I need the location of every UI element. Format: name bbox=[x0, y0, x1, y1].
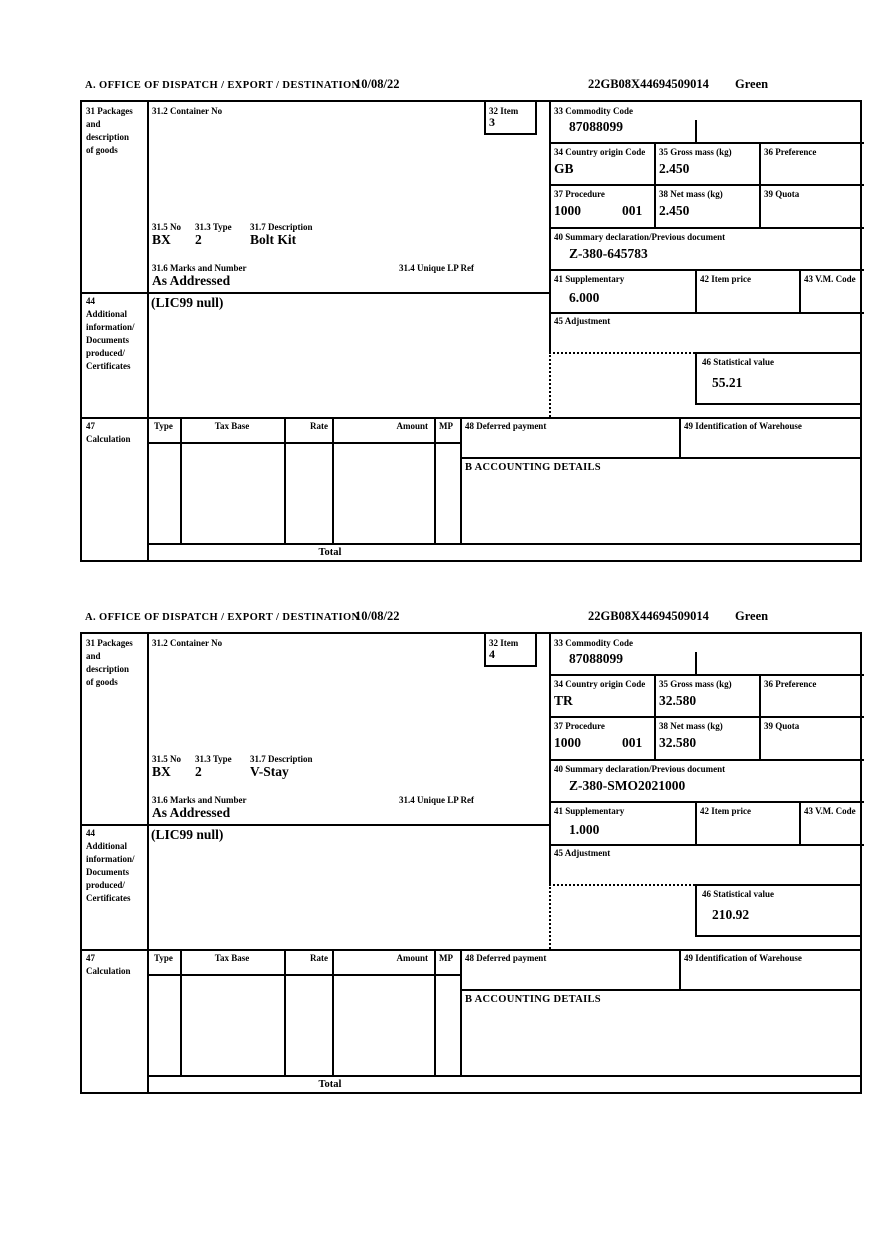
package-no-label: 31.5 No bbox=[152, 222, 181, 232]
previous-document-value: Z-380-SMO2021000 bbox=[569, 778, 686, 793]
procedure-value-1: 1000 bbox=[554, 203, 581, 218]
grid-line bbox=[147, 102, 149, 560]
box47-label: Calculation bbox=[86, 966, 131, 976]
container-no-label: 31.2 Container No bbox=[152, 106, 223, 116]
box44-label: Additional bbox=[86, 841, 128, 851]
grid-line bbox=[147, 974, 460, 976]
box31-label: of goods bbox=[86, 677, 118, 687]
statistical-value-label: 46 Statistical value bbox=[702, 357, 774, 367]
supplementary-label: 41 Supplementary bbox=[554, 806, 625, 816]
item-label: 32 Item bbox=[489, 106, 519, 116]
dotted-line bbox=[549, 352, 551, 417]
box44-label: 44 bbox=[86, 828, 95, 838]
amount-column-header: Amount bbox=[396, 421, 428, 431]
deferred-payment-label: 48 Deferred payment bbox=[465, 421, 547, 431]
box44-label: 44 bbox=[86, 296, 95, 306]
gross-mass-label: 35 Gross mass (kg) bbox=[659, 679, 732, 689]
item-price-label: 42 Item price bbox=[700, 806, 751, 816]
grid-line bbox=[284, 949, 286, 1075]
grid-line bbox=[549, 844, 864, 846]
grid-line bbox=[460, 457, 860, 459]
grid-line bbox=[549, 184, 864, 186]
total-label: Total bbox=[318, 547, 342, 558]
office-of-dispatch-label: A. OFFICE OF DISPATCH / EXPORT / DESTINATION bbox=[85, 80, 360, 91]
procedure-value-2: 001 bbox=[622, 203, 643, 218]
grid-line bbox=[759, 142, 761, 227]
supplementary-label: 41 Supplementary bbox=[554, 274, 625, 284]
box44-label: Documents bbox=[86, 335, 129, 345]
country-origin-value: GB bbox=[554, 161, 574, 176]
marks-numbers-value: As Addressed bbox=[152, 805, 231, 820]
box31-label: and bbox=[86, 119, 101, 129]
sad-copy bbox=[0, 606, 882, 1106]
preference-label: 36 Preference bbox=[764, 679, 817, 689]
grid-line bbox=[147, 543, 860, 545]
procedure-label: 37 Procedure bbox=[554, 721, 605, 731]
grid-line bbox=[549, 269, 864, 271]
box44-label: Documents bbox=[86, 867, 129, 877]
declaration-date: 10/08/22 bbox=[355, 77, 400, 91]
marks-number-label: 31.6 Marks and Number bbox=[152, 795, 247, 805]
goods-description-value: V-Stay bbox=[250, 764, 289, 779]
net-mass-value: 32.580 bbox=[659, 735, 697, 750]
grid-line bbox=[284, 417, 286, 543]
procedure-value-2: 001 bbox=[622, 735, 643, 750]
summary-declaration-label: 40 Summary declaration/Previous document bbox=[554, 764, 726, 774]
box31-label: 31 Packages bbox=[86, 638, 133, 648]
box47-label: 47 bbox=[86, 421, 95, 431]
sad-copy bbox=[0, 74, 882, 574]
routing-indicator: Green bbox=[735, 77, 769, 91]
warehouse-id-label: 49 Identification of Warehouse bbox=[684, 953, 802, 963]
movement-reference-number: 22GB08X44694509014 bbox=[588, 609, 709, 623]
box47-label: 47 bbox=[86, 953, 95, 963]
item-detail-grid bbox=[80, 632, 862, 1094]
commodity-code-divider bbox=[695, 120, 697, 142]
total-label: Total bbox=[318, 1079, 342, 1090]
additional-information-value: (LIC99 null) bbox=[151, 295, 224, 310]
grid-line bbox=[549, 674, 864, 676]
description-label: 31.7 Description bbox=[250, 754, 313, 764]
additional-information-value: (LIC99 null) bbox=[151, 827, 224, 842]
grid-line bbox=[434, 417, 436, 543]
gross-mass-value: 32.580 bbox=[659, 693, 697, 708]
box31-label: and bbox=[86, 651, 101, 661]
package-type-label: 31.3 Type bbox=[195, 222, 232, 232]
country-origin-label: 34 Country origin Code bbox=[554, 147, 646, 157]
commodity-code-label: 33 Commodity Code bbox=[554, 106, 633, 116]
vm-code-label: 43 V.M. Code bbox=[804, 806, 856, 816]
grid-line bbox=[434, 949, 436, 1075]
item-number-value: 4 bbox=[489, 647, 495, 661]
grid-line bbox=[147, 442, 460, 444]
commodity-code-value: 87088099 bbox=[569, 119, 623, 134]
grid-line bbox=[695, 269, 697, 312]
grid-line bbox=[549, 801, 864, 803]
grid-line bbox=[654, 142, 656, 227]
tax-base-column-header: Tax Base bbox=[214, 953, 250, 963]
grid-line bbox=[549, 716, 864, 718]
box44-label: produced/ bbox=[86, 880, 125, 890]
box44-label: information/ bbox=[86, 854, 135, 864]
vm-code-label: 43 V.M. Code bbox=[804, 274, 856, 284]
box44-label: produced/ bbox=[86, 348, 125, 358]
mp-column-header: MP bbox=[439, 421, 453, 431]
item-number-value: 3 bbox=[489, 115, 495, 129]
routing-indicator: Green bbox=[735, 609, 769, 623]
country-origin-label: 34 Country origin Code bbox=[554, 679, 646, 689]
box44-label: Additional bbox=[86, 309, 128, 319]
adjustment-label: 45 Adjustment bbox=[554, 316, 611, 326]
declaration-date: 10/08/22 bbox=[355, 609, 400, 623]
quota-label: 39 Quota bbox=[764, 721, 800, 731]
tax-type-column-header: Type bbox=[154, 953, 173, 963]
grid-line bbox=[82, 417, 860, 419]
goods-description-value: Bolt Kit bbox=[250, 232, 297, 247]
office-of-dispatch-label: A. OFFICE OF DISPATCH / EXPORT / DESTINATION bbox=[85, 612, 360, 623]
summary-declaration-label: 40 Summary declaration/Previous document bbox=[554, 232, 726, 242]
procedure-value-1: 1000 bbox=[554, 735, 581, 750]
box47-label: Calculation bbox=[86, 434, 131, 444]
grid-line bbox=[332, 949, 334, 1075]
item-detail-grid bbox=[80, 100, 862, 562]
item-price-label: 42 Item price bbox=[700, 274, 751, 284]
rate-column-header: Rate bbox=[310, 421, 328, 431]
unique-lp-ref-label: 31.4 Unique LP Ref bbox=[399, 263, 475, 273]
grid-line bbox=[799, 269, 801, 312]
package-type-value: 2 bbox=[195, 232, 202, 247]
procedure-label: 37 Procedure bbox=[554, 189, 605, 199]
marks-number-label: 31.6 Marks and Number bbox=[152, 263, 247, 273]
previous-document-value: Z-380-645783 bbox=[569, 246, 648, 261]
gross-mass-value: 2.450 bbox=[659, 161, 690, 176]
tax-base-column-header: Tax Base bbox=[214, 421, 250, 431]
warehouse-id-label: 49 Identification of Warehouse bbox=[684, 421, 802, 431]
box44-label: information/ bbox=[86, 322, 135, 332]
movement-reference-number: 22GB08X44694509014 bbox=[588, 77, 709, 91]
package-type-value: 2 bbox=[195, 764, 202, 779]
dotted-line bbox=[549, 352, 695, 354]
package-no-label: 31.5 No bbox=[152, 754, 181, 764]
grid-line bbox=[460, 949, 462, 1075]
box31-label: 31 Packages bbox=[86, 106, 133, 116]
grid-line bbox=[82, 824, 549, 826]
unique-lp-ref-label: 31.4 Unique LP Ref bbox=[399, 795, 475, 805]
grid-line bbox=[549, 227, 864, 229]
commodity-code-label: 33 Commodity Code bbox=[554, 638, 633, 648]
box31-label: of goods bbox=[86, 145, 118, 155]
grid-line bbox=[654, 674, 656, 759]
container-no-label: 31.2 Container No bbox=[152, 638, 223, 648]
commodity-code-divider bbox=[695, 652, 697, 674]
box44-label: Certificates bbox=[86, 893, 131, 903]
net-mass-value: 2.450 bbox=[659, 203, 690, 218]
accounting-details-label: B ACCOUNTING DETAILS bbox=[465, 994, 601, 1005]
net-mass-label: 38 Net mass (kg) bbox=[659, 721, 723, 731]
grid-line bbox=[147, 634, 149, 1092]
description-label: 31.7 Description bbox=[250, 222, 313, 232]
supplementary-value: 6.000 bbox=[569, 290, 600, 305]
grid-line bbox=[180, 949, 182, 1075]
grid-line bbox=[695, 801, 697, 844]
item-label: 32 Item bbox=[489, 638, 519, 648]
preference-label: 36 Preference bbox=[764, 147, 817, 157]
grid-line bbox=[180, 417, 182, 543]
quota-label: 39 Quota bbox=[764, 189, 800, 199]
grid-line bbox=[799, 801, 801, 844]
statistical-value-label: 46 Statistical value bbox=[702, 889, 774, 899]
grid-line bbox=[460, 989, 860, 991]
grid-line bbox=[679, 949, 681, 989]
grid-line bbox=[549, 312, 864, 314]
commodity-code-value: 87088099 bbox=[569, 651, 623, 666]
marks-numbers-value: As Addressed bbox=[152, 273, 231, 288]
grid-line bbox=[460, 417, 462, 543]
package-type-label: 31.3 Type bbox=[195, 754, 232, 764]
grid-line bbox=[549, 759, 864, 761]
grid-line bbox=[147, 1075, 860, 1077]
supplementary-value: 1.000 bbox=[569, 822, 600, 837]
rate-column-header: Rate bbox=[310, 953, 328, 963]
mp-column-header: MP bbox=[439, 953, 453, 963]
grid-line bbox=[82, 292, 549, 294]
grid-line bbox=[549, 142, 864, 144]
tax-type-column-header: Type bbox=[154, 421, 173, 431]
grid-line bbox=[759, 674, 761, 759]
net-mass-label: 38 Net mass (kg) bbox=[659, 189, 723, 199]
dotted-line bbox=[549, 884, 695, 886]
grid-line bbox=[332, 417, 334, 543]
box44-label: Certificates bbox=[86, 361, 131, 371]
box31-label: description bbox=[86, 664, 130, 674]
statistical-value: 210.92 bbox=[712, 907, 750, 922]
box31-label: description bbox=[86, 132, 130, 142]
amount-column-header: Amount bbox=[396, 953, 428, 963]
country-origin-value: TR bbox=[554, 693, 573, 708]
adjustment-label: 45 Adjustment bbox=[554, 848, 611, 858]
deferred-payment-label: 48 Deferred payment bbox=[465, 953, 547, 963]
gross-mass-label: 35 Gross mass (kg) bbox=[659, 147, 732, 157]
dotted-line bbox=[549, 884, 551, 949]
package-no-value: BX bbox=[152, 764, 171, 779]
statistical-value: 55.21 bbox=[712, 375, 743, 390]
grid-line bbox=[82, 949, 860, 951]
accounting-details-label: B ACCOUNTING DETAILS bbox=[465, 462, 601, 473]
grid-line bbox=[679, 417, 681, 457]
package-no-value: BX bbox=[152, 232, 171, 247]
